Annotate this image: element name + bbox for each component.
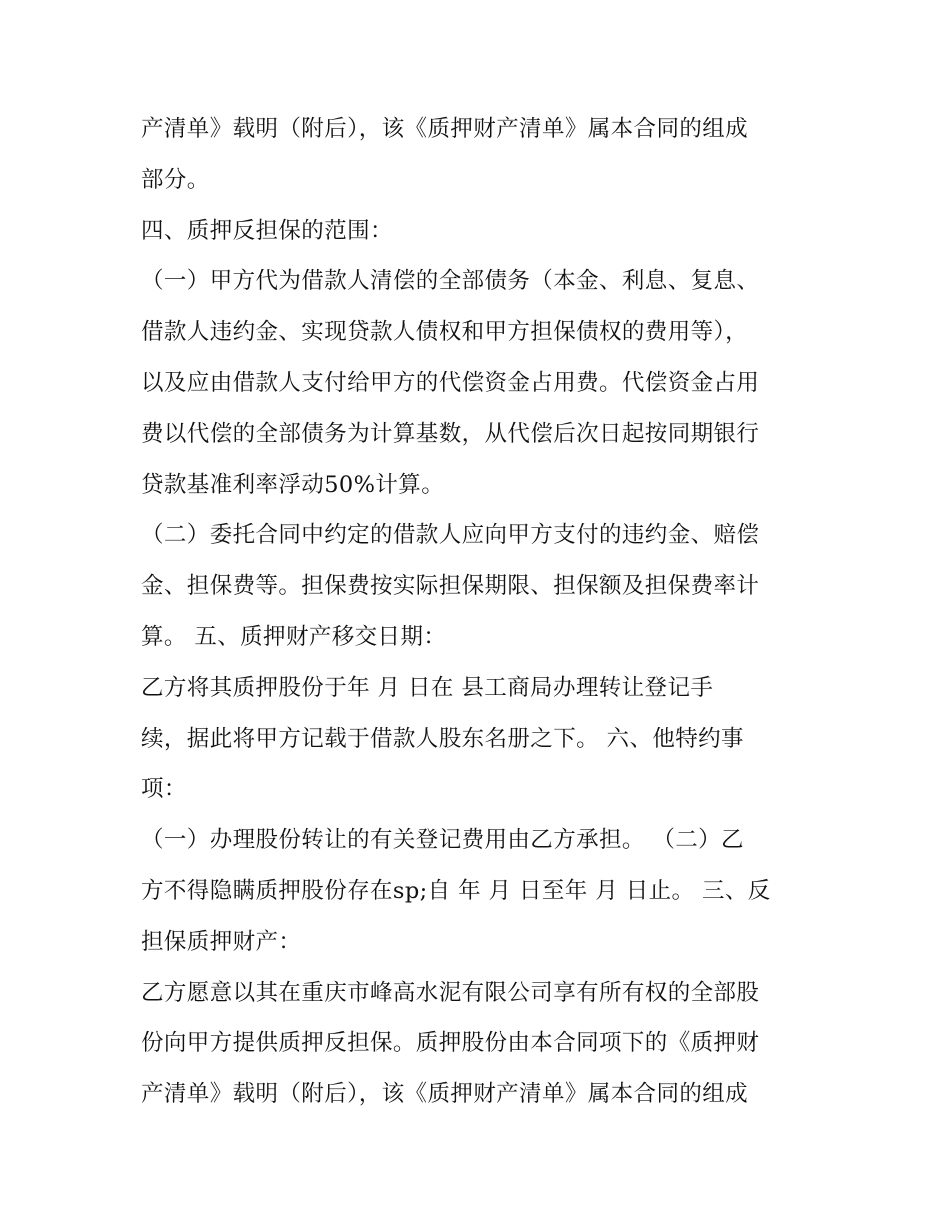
text-line: 产清单》载明（附后），该《质押财产清单》属本合同的组成 — [141, 116, 749, 142]
text-line: 借款人违约金、实现贷款人债权和甲方担保债权的费用等）， — [141, 319, 749, 346]
text-line: 方不得隐瞒质押股份存在sp;自 年 月 日至年 月 日止。 三、反 — [141, 877, 771, 904]
text-line: 贷款基准利率浮动50%计算。 — [141, 471, 445, 498]
text-line: 部分。 — [141, 166, 210, 193]
text-line: 份向甲方提供质押反担保。质押股份由本合同项下的《质押财 — [141, 1030, 760, 1057]
text-line: 以及应由借款人支付给甲方的代偿资金占用费。代偿资金占用 — [141, 369, 760, 396]
text-line: 担保质押财产： — [141, 928, 302, 955]
text-line: 产清单》载明（附后），该《质押财产清单》属本合同的组成 — [141, 1081, 749, 1108]
document-body — [141, 104, 821, 1120]
text-line: 续，据此将甲方记载于借款人股东名册之下。 六、他特约事 — [141, 725, 744, 752]
text-line: 乙方将其质押股份于年 月 日在 县工商局办理转让登记手 — [141, 674, 714, 701]
text-line: 费以代偿的全部债务为计算基数，从代偿后次日起按同期银行 — [141, 420, 760, 447]
text-line: 金、担保费等。担保费按实际担保期限、担保额及担保费率计 — [141, 573, 760, 600]
text-line: （一）办理股份转让的有关登记费用由乙方承担。 （二）乙 — [141, 827, 744, 854]
text-line: （一）甲方代为借款人清偿的全部债务（本金、利息、复息、 — [141, 268, 760, 295]
text-line: 项： — [141, 776, 187, 803]
text-line: （二）委托合同中约定的借款人应向甲方支付的违约金、赔偿 — [141, 522, 760, 549]
text-line: 乙方愿意以其在重庆市峰高水泥有限公司享有所有权的全部股 — [141, 979, 760, 1006]
section-heading: 四、质押反担保的范围： — [141, 217, 393, 244]
text-line: 算。 五、质押财产移交日期： — [141, 623, 447, 650]
